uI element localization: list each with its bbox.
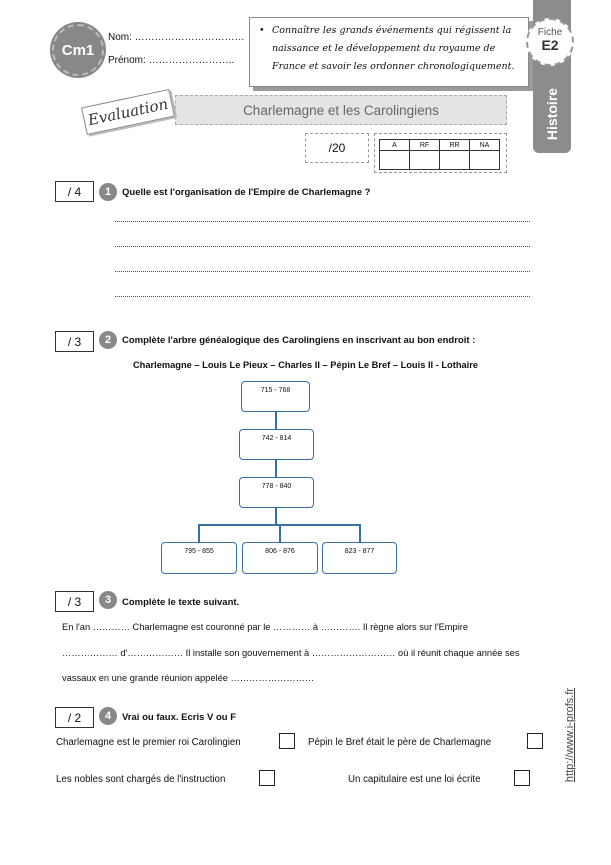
grade-box bbox=[374, 133, 507, 173]
total-score: /20 bbox=[305, 133, 369, 163]
statement-4: Un capitulaire est une loi écrite bbox=[348, 774, 481, 785]
grade-cell[interactable] bbox=[470, 151, 500, 170]
firstname-field-label: Prénom: …………………….. bbox=[108, 55, 235, 66]
tree-node-root[interactable]: 715 - 768 bbox=[241, 381, 310, 412]
q1-number-badge: 1 bbox=[99, 183, 117, 201]
subject-label bbox=[533, 75, 571, 153]
tree-connector bbox=[275, 508, 277, 525]
level-badge: Cm1 bbox=[52, 24, 104, 76]
answer-checkbox-2[interactable] bbox=[527, 733, 543, 749]
fiche-code: E2 bbox=[541, 37, 559, 53]
fill-text-line-2[interactable]: ……………… d'……………… Il installe son gouvernement à ……………………… où il réunit chaque année ses bbox=[62, 648, 520, 658]
fiche-badge bbox=[526, 18, 574, 66]
answer-line[interactable] bbox=[115, 246, 530, 247]
q3-number-badge: 3 bbox=[99, 591, 117, 609]
grade-cell[interactable] bbox=[440, 151, 470, 170]
grade-col-na: NA bbox=[470, 140, 500, 151]
grade-col-rf: RF bbox=[410, 140, 440, 151]
grade-col-a: A bbox=[380, 140, 410, 151]
bullet-icon: • bbox=[259, 25, 265, 36]
subject-text: Histoire bbox=[544, 87, 560, 141]
q3-question: Complète le texte suivant. bbox=[122, 597, 240, 608]
fill-text-line-1[interactable]: En l'an ………… Charlemagne est couronné par le ………… à …………. Il règne alors sur l'Empire bbox=[62, 622, 469, 632]
statement-3: Les nobles sont chargés de l'instruction bbox=[56, 774, 226, 785]
statement-1: Charlemagne est le premier roi Carolingien bbox=[56, 737, 241, 748]
q2-question: Complète l'arbre généalogique des Carolingiens en inscrivant au bon endroit : bbox=[122, 335, 476, 346]
grade-table bbox=[379, 139, 500, 170]
q2-score-box: / 3 bbox=[55, 331, 94, 352]
fiche-label: Fiche bbox=[537, 27, 563, 38]
names-list: Charlemagne – Louis Le Pieux – Charles II – Pépin Le Bref – Louis II - Lothaire bbox=[132, 360, 479, 370]
watermark-link[interactable]: http://www.i-profs.fr bbox=[564, 687, 576, 783]
answer-checkbox-1[interactable] bbox=[279, 733, 295, 749]
tree-connector bbox=[198, 524, 200, 542]
name-field-label: Nom: …………………………… bbox=[108, 32, 245, 43]
answer-line[interactable] bbox=[115, 221, 530, 222]
tree-node-child-2[interactable]: 806 - 876 bbox=[242, 542, 318, 574]
answer-checkbox-4[interactable] bbox=[514, 770, 530, 786]
tree-connector bbox=[275, 412, 277, 429]
fill-text-line-3[interactable]: vassaux en une grande réunion appelée ……………………… bbox=[62, 673, 315, 683]
q3-score-box: / 3 bbox=[55, 591, 94, 612]
source-watermark bbox=[555, 670, 585, 800]
tree-node-level3[interactable]: 778 - 840 bbox=[239, 477, 314, 508]
q4-number-badge: 4 bbox=[99, 707, 117, 725]
grade-cell[interactable] bbox=[380, 151, 410, 170]
tree-node-child-3[interactable]: 823 - 877 bbox=[322, 542, 397, 574]
tree-connector bbox=[275, 460, 277, 477]
objective-box bbox=[249, 17, 529, 87]
evaluation-label: Evaluation bbox=[81, 89, 175, 135]
answer-checkbox-3[interactable] bbox=[259, 770, 275, 786]
grade-col-rr: RR bbox=[440, 140, 470, 151]
tree-connector bbox=[359, 524, 361, 542]
answer-line[interactable] bbox=[115, 271, 530, 272]
q1-question: Quelle est l'organisation de l'Empire de Charlemagne ? bbox=[122, 187, 371, 198]
q2-number-badge: 2 bbox=[99, 331, 117, 349]
q4-question: Vrai ou faux. Ecris V ou F bbox=[122, 712, 237, 723]
tree-node-level2[interactable]: 742 - 814 bbox=[239, 429, 314, 460]
statement-2: Pépin le Bref était le père de Charlemagne bbox=[308, 737, 492, 748]
objective-text: Connaître les grands événements qui régissent la naissance et le développement du royaume de France et savoir les ordonner chronologiquement. bbox=[272, 25, 515, 72]
grade-cell[interactable] bbox=[410, 151, 440, 170]
page-title: Charlemagne et les Carolingiens bbox=[175, 95, 507, 125]
tree-connector bbox=[279, 524, 281, 542]
tree-node-child-1[interactable]: 795 - 855 bbox=[161, 542, 237, 574]
q1-score-box: / 4 bbox=[55, 181, 94, 202]
q4-score-box: / 2 bbox=[55, 707, 94, 728]
answer-line[interactable] bbox=[115, 296, 530, 297]
